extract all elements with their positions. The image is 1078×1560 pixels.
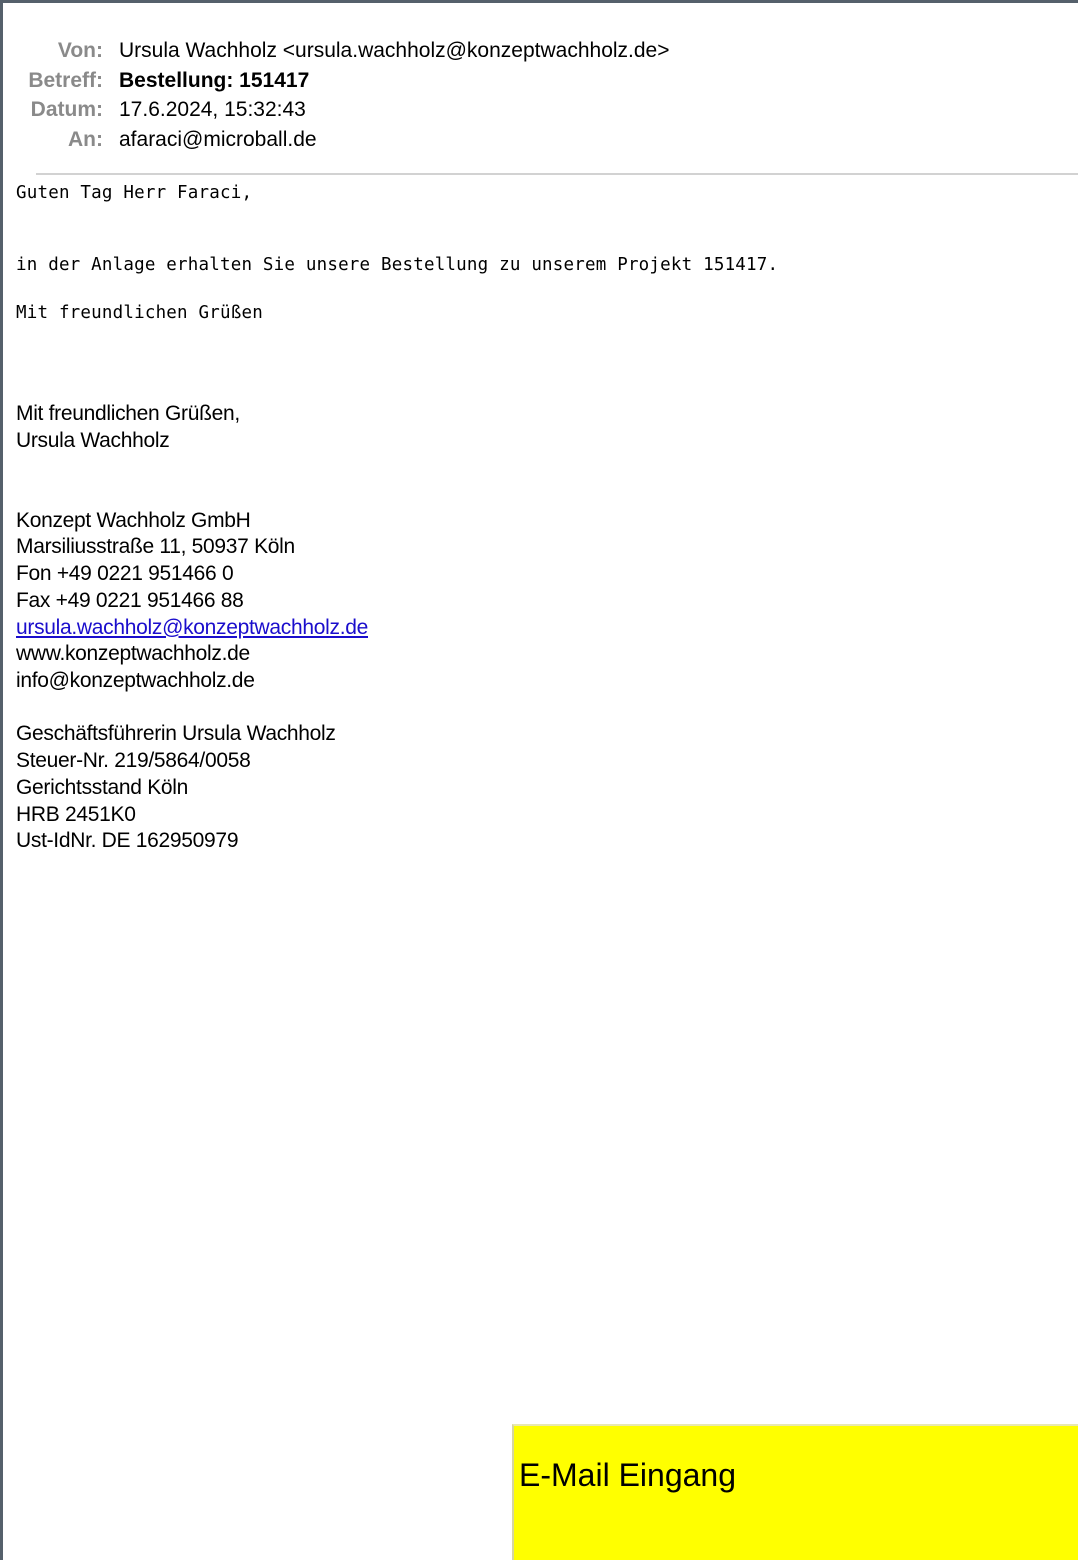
window-frame-top — [0, 0, 1078, 3]
body-closing: Mit freundlichen Grüßen — [16, 303, 263, 323]
header-from-row — [0, 36, 900, 66]
header-subject-row — [0, 66, 900, 96]
signature-closing: Mit freundlichen Grüßen, — [16, 402, 240, 425]
to-value[interactable]: afaraci@microball.de — [119, 127, 317, 151]
signature-phone: Fon +49 0221 951466 0 — [16, 562, 234, 586]
date-value: 17.6.2024, 15:32:43 — [119, 98, 306, 121]
signature-tax-number: Steuer-Nr. 219/5864/0058 — [16, 749, 251, 773]
signature-fax: Fax +49 0221 951466 88 — [16, 588, 244, 612]
signature-vat-id: Ust-IdNr. DE 162950979 — [16, 829, 239, 853]
subject-value: Bestellung: 151417 — [119, 68, 310, 92]
signature-info-email: info@konzeptwachholz.de — [16, 669, 255, 692]
email-received-stamp — [512, 1424, 1078, 1560]
signature-website: www.konzeptwachholz.de — [16, 642, 250, 666]
signature-managing-director: Geschäftsführerin Ursula Wachholz — [16, 722, 336, 746]
subject-label: Betreff: — [28, 68, 103, 92]
email-header — [0, 36, 900, 154]
signature-block — [16, 401, 368, 855]
signature-jurisdiction: Gerichtsstand Köln — [16, 775, 189, 799]
body-greeting: Guten Tag Herr Faraci, — [16, 183, 253, 203]
signature-company: Konzept Wachholz GmbH — [16, 508, 251, 532]
date-label: Datum: — [30, 98, 103, 121]
signature-address: Marsiliusstraße 11, 50937 Köln — [16, 535, 295, 559]
to-label: An: — [68, 127, 103, 151]
signature-register: HRB 2451K0 — [16, 802, 136, 826]
stamp-label: E-Mail Eingang — [519, 1457, 736, 1493]
from-value[interactable]: Ursula Wachholz <ursula.wachholz@konzeptwachholz.de> — [119, 39, 670, 62]
body-line-1: in der Anlage erhalten Sie unsere Bestellung zu unserem Projekt 151417. — [16, 255, 779, 275]
signature-email-link[interactable]: ursula.wachholz@konzeptwachholz.de — [16, 615, 368, 639]
header-to-row — [0, 125, 900, 155]
from-label: Von: — [57, 39, 103, 62]
signature-name: Ursula Wachholz — [16, 428, 170, 452]
window-frame-left — [0, 0, 3, 1560]
header-date-row — [0, 95, 900, 125]
header-separator — [36, 173, 1078, 175]
